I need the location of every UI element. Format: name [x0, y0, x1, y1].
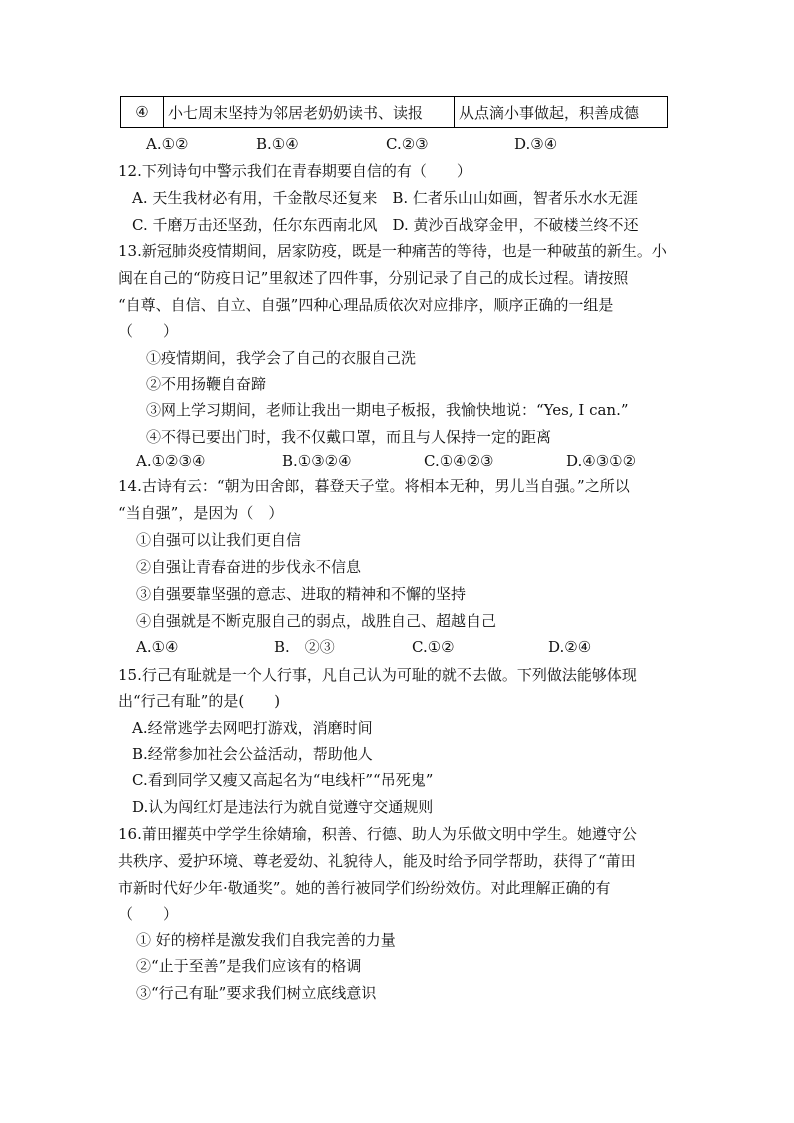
q13-stem-line1: 13.新冠肺炎疫情期间，居家防疫，既是一种痛苦的等待，也是一种破茧的新生。小	[118, 242, 667, 260]
q15-option-c: C.看到同学又瘦又高起名为“电线杆”“吊死鬼”	[132, 771, 434, 789]
q14-stem-line1: 14.古诗有云：“朝为田舍郎，暮登天子堂。将相本无种，男儿当自强。”之所以	[118, 477, 630, 495]
q14-option-b: B. ②③	[274, 638, 335, 656]
q16-stem-line4: （ ）	[118, 905, 179, 923]
q13-option-d: D.④③①②	[566, 452, 637, 470]
q15-option-b: B.经常参加社会公益活动，帮助他人	[132, 745, 373, 763]
q11-option-a: A.①②	[146, 135, 189, 153]
q14-item-1: ①自强可以让我们更自信	[136, 531, 302, 549]
q14-option-c: C.①②	[412, 638, 455, 656]
q15-stem-line2: 出“行己有耻”的是( )	[118, 692, 281, 710]
q13-item-2: ②不用扬鞭自奋蹄	[146, 375, 267, 393]
q16-stem-line2: 共秩序、爱护环境、尊老爱幼、礼貌待人，能及时给予同学帮助，获得了“莆田	[118, 852, 636, 870]
q11-options	[146, 133, 706, 155]
q14-option-d: D.②④	[548, 638, 592, 656]
q12-options-line2: C. 千磨万击还坚劲，任尔东西南北风 D. 黄沙百战穿金甲，不破楼兰终不还	[132, 216, 639, 234]
q16-item-1: ① 好的榜样是激发我们自我完善的力量	[136, 931, 396, 949]
q16-item-2: ②“止于至善”是我们应该有的格调	[136, 957, 362, 975]
q14-item-3: ③自强要靠坚强的意志、进取的精神和不懈的坚持	[136, 585, 467, 603]
q16-stem-line1: 16.莆田擢英中学学生徐婧瑜，积善、行德、助人为乐做文明中学生。她遵守公	[118, 825, 637, 843]
table-cell-event: 小七周末坚持为邻居老奶奶读书、读报	[164, 97, 455, 128]
q12-options-line1: A. 天生我材必有用，千金散尽还复来 B. 仁者乐山山如画，智者乐水水无涯	[132, 189, 638, 207]
q14-stem-line2: “当自强”，是因为（ ）	[118, 504, 284, 522]
q13-item-3: ③网上学习期间，老师让我出一期电子板报，我愉快地说：“Yes, I can.”	[146, 401, 629, 419]
q15-option-a: A.经常逃学去网吧打游戏，消磨时间	[132, 719, 373, 737]
q13-item-4: ④不得已要出门时，我不仅戴口罩，而且与人保持一定的距离	[146, 428, 552, 446]
q13-option-c: C.①④②③	[424, 452, 494, 470]
q11-option-c: C.②③	[386, 135, 429, 153]
q13-stem-line2: 闽在自己的“防疫日记”里叙述了四件事，分别记录了自己的成长过程。请按照	[118, 269, 629, 287]
table-cell-number: ④	[121, 97, 164, 128]
q13-option-a: A.①②③④	[136, 452, 206, 470]
table-cell-meaning: 从点滴小事做起，积善成德	[455, 97, 668, 128]
q13-item-1: ①疫情期间，我学会了自己的衣服自己洗	[146, 349, 417, 367]
options-table	[120, 96, 668, 128]
q16-stem-line3: 市新时代好少年·敬通奖”。她的善行被同学们纷纷效仿。对此理解正确的有	[118, 879, 611, 897]
q14-option-a: A.①④	[136, 638, 179, 656]
table-row	[121, 97, 668, 128]
q16-item-3: ③“行己有耻”要求我们树立底线意识	[136, 984, 377, 1002]
q11-option-b: B.①④	[256, 135, 299, 153]
q14-options	[136, 636, 696, 658]
q13-option-b: B.①③②④	[282, 452, 352, 470]
q14-item-2: ②自强让青春奋进的步伐永不信息	[136, 558, 362, 576]
q15-option-d: D.认为闯红灯是违法行为就自觉遵守交通规则	[132, 798, 434, 816]
q14-item-4: ④自强就是不断克服自己的弱点，战胜自己、超越自己	[136, 612, 497, 630]
q12-stem: 12.下列诗句中警示我们在青春期要自信的有（ ）	[118, 162, 472, 180]
q15-stem-line1: 15.行己有耻就是一个人行事，凡自己认为可耻的就不去做。下列做法能够体现	[118, 666, 637, 684]
q13-stem-line3: “自尊、自信、自立、自强”四种心理品质依次对应排序，顺序正确的一组是	[118, 296, 614, 314]
q13-stem-line4: （ ）	[118, 322, 179, 340]
q11-option-d: D.③④	[514, 135, 558, 153]
q13-options	[136, 450, 696, 472]
